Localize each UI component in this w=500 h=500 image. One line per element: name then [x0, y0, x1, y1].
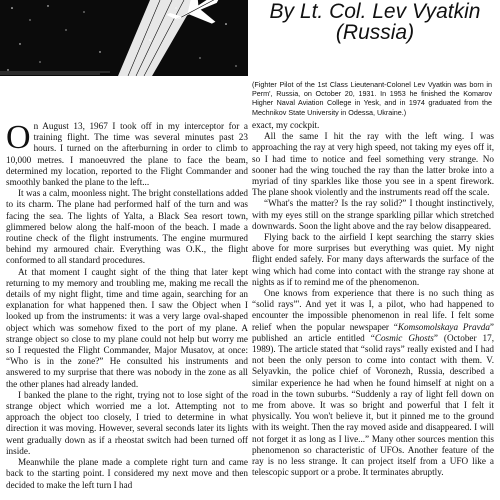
article-paragraph: I banked the plane to the right, trying not to lose sight of the strange object which worried me a lot. Attempting not to approach the object too closely, I tried to determine in what direction it was moving. However, several seconds later its lights went gradually down as if a rheostat switch had been turned off inside.: [6, 389, 248, 456]
byline-author: By Lt. Col. Lev Vyatkin: [269, 0, 481, 23]
article-paragraph: [6, 121, 248, 188]
article-paragraph: “What's the matter? Is the ray solid?” I thought instinctively, with my eyes still on the strange sparkling pillar which stretched downwards. Soon the light above and the ray below disappeared.: [252, 198, 494, 231]
article-paragraph: exact, my cockpit.: [252, 120, 320, 130]
byline-country: (Russia): [335, 21, 415, 44]
article-paragraph: At that moment I caught sight of the thing that later kept returning to my memory and troubling me, making me recall the details of my night flight, time and time again, searching for an explanation for what happened then. I saw the Object when I looked up from the instruments: it was a very large oval-shaped object which was somehow fixed to the port of my plane. A strange object so close to my plane could not help but worry me so I requested the Flight Commander, Major Musatov, at once: “Who is in the zone?” He consulted his instruments and answered to my surprise that there was nobody in the zone as all the other planes had already landed.: [6, 266, 248, 389]
paragraph-text: ” (October 17, 1989). The article stated that “solid rays” really existed and I had not been the only person to come into contact with them. V. Selyavkin, the police chief of Voronezh, Russia, described a similar experience he had when he found himself at night on a road in the town suburbs. “Suddenly a ray of light fell down on me from above. It was so bright and powerful that I felt it physically. You won't believe it, but it pinned me to the ground with its weight. Then the ray moved aside and disappeared. I will not forget it as long as I live...” Many other sources mention this phenomenon so characteristic of UFOs. Another feature of the ray is no less strange. It can project itself from a UFO like a telescopic support or a probe. It terminates abruptly.: [252, 332, 494, 478]
article-paragraph: Meanwhile the plane made a complete right turn and came back to the starting point. I considered my next move and then decided to make the left turn I had: [6, 457, 248, 490]
article-title: Cosmic Ghosts: [374, 332, 434, 343]
article-paragraph: Flying back to the airfield I kept searching the starry skies above for more surprises but everything was quiet. My night flight ended safely. For many days afterwards the surface of the wing which had come into contact with the strange ray shone at nights as if to remind me of the phenomenon.: [252, 232, 494, 287]
ufo-jet-illustration: [0, 0, 248, 76]
drop-cap: O: [6, 119, 31, 156]
author-bio-note: (Fighter Pilot of the 1st Class Lieutenant-Colonel Lev Vyatkin was born in Perm', Russia, on October 20, 1931. In 1953 he finished the Komarov Higher Naval Aviation College in Yesk, and in 1974 graduated from the Mechnikov State University in Odessa, Ukraine.): [252, 80, 492, 117]
author-byline: [250, 0, 500, 76]
paragraph-text: ” published an article entitled “: [252, 321, 494, 343]
article-column-right: [252, 120, 494, 500]
article-paragraph: All the same I hit the ray with the left wing. I was approaching the ray at very high speed, not taking my eyes off it, so I had time to notice and feel something very strange. No sooner had the wing touched the ray than the latter broke into a myriad of tiny sparkles like those you see in a spent firework. The plane shook violently and the instruments read off the scale.: [252, 131, 494, 198]
article-paragraph: [252, 288, 494, 478]
article-paragraph: It was a calm, moonless night. The bright constellations added to its charm. The plane had performed half of the turn and was facing the sea. The lights of Yalta, a Black Sea resort town, glimmered below along the half-moon of the beach. I made a routine check of the flight instruments. The engine murmured behind my armoured chair. Everything was O.K., the flight conformed to all standard procedures.: [6, 188, 248, 266]
paragraph-text: One knows from experience that there is no such thing as “solid rays”'. And yet it was I, a pilot, who had happened to encounter the impossible phenomenon in real life. I felt some relief when the popular newspaper “: [252, 288, 494, 332]
newspaper-name: Komsomolskaya Pravda: [397, 321, 490, 332]
illustration-drawing: [0, 0, 248, 76]
paragraph-text: n August 13, 1967 I took off in my interceptor for a training flight. The time was several minutes past 23 hours. I turned on the afterburning in order to climb to 10,000 metres. I manoeuvred the plane to face the beam, determined my location, reported to the Flight Commander and smoothly banked the plane to the left...: [6, 121, 248, 188]
article-column-left: [6, 121, 248, 500]
